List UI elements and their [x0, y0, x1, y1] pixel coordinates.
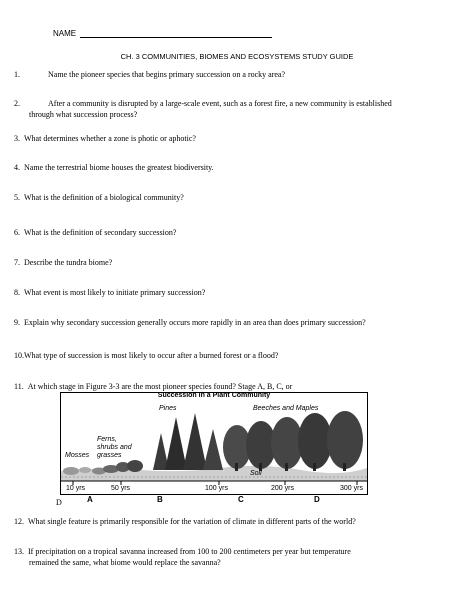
question-4: [14, 162, 214, 173]
rock: [79, 467, 91, 473]
label-ferns-shrubs-grasses: Ferns, shrubs and grasses: [97, 436, 132, 459]
question-7: [14, 257, 112, 268]
tree-trunk: [235, 463, 238, 471]
question-number: 5.: [14, 193, 20, 202]
stage-label-a: A: [87, 495, 93, 504]
question-number: 12.: [14, 517, 24, 526]
question-2-continued: through what succession process?: [29, 110, 138, 119]
shrub: [127, 460, 143, 472]
question-text: Name the terrestrial biome houses the greatest biodiversity.: [24, 163, 214, 172]
stage-label-d: D: [314, 495, 320, 504]
pine-tree: [165, 417, 187, 470]
timeline-label: 300 yrs: [340, 485, 363, 492]
question-text: What is the definition of a biological community?: [24, 193, 184, 202]
name-label: NAME: [53, 29, 77, 38]
label-beeches-maples: Beeches and Maples: [253, 405, 319, 412]
tree-trunk: [343, 463, 346, 471]
question-text: At which stage in Figure 3-3 are the most pioneer species found? Stage A, B, C, or: [27, 382, 293, 391]
question-text: After a community is disrupted by a large-scale event, such as a forest fire, a new community is established: [48, 99, 392, 108]
figure-title: Succession in a Plant Community: [61, 392, 367, 399]
question-text: What is the definition of secondary succession?: [24, 228, 177, 237]
deciduous-tree: [298, 413, 332, 469]
question-13-continued: remained the same, what biome would replace the savanna?: [29, 558, 221, 567]
question-number: 7.: [14, 258, 20, 267]
question-number: 4.: [14, 163, 20, 172]
question-13: [14, 546, 351, 557]
tree-trunk: [313, 463, 316, 471]
question-number: 8.: [14, 288, 20, 297]
stage-label-c: C: [238, 495, 244, 504]
question-number: 2.: [14, 99, 20, 108]
label-pines: Pines: [159, 405, 177, 412]
question-12: [14, 516, 356, 527]
deciduous-tree: [327, 411, 363, 469]
timeline-label: 100 yrs: [205, 485, 228, 492]
question-11: [14, 381, 292, 392]
question-3: [14, 133, 196, 144]
pine-tree: [203, 429, 223, 470]
question-1: [14, 69, 285, 80]
question-2: [14, 98, 392, 109]
timeline-label: 50 yrs: [111, 485, 131, 492]
name-field[interactable]: [80, 37, 272, 38]
question-text: What event is most likely to initiate primary succession?: [24, 288, 206, 297]
question-number: 10.: [14, 351, 24, 360]
question-number: 3.: [14, 134, 20, 143]
label-soil: Soil: [250, 470, 262, 477]
question-number: 11.: [14, 382, 24, 391]
pine-tree: [183, 413, 207, 470]
question-text: Explain why secondary succession generally occurs more rapidly in an area than does primary succession?: [24, 318, 366, 327]
option-d-trailing: D: [56, 498, 62, 507]
question-5: [14, 192, 184, 203]
timeline-label: 10 yrs: [66, 485, 86, 492]
question-text: Name the pioneer species that begins primary succession on a rocky area?: [48, 70, 286, 79]
label-mosses: Mosses: [65, 452, 90, 459]
question-number: 1.: [14, 70, 20, 79]
question-text: What single feature is primarily responsible for the variation of climate in different parts of the world?: [28, 517, 356, 526]
rock: [63, 467, 79, 475]
question-text: Describe the tundra biome?: [24, 258, 113, 267]
question-number: 9.: [14, 318, 20, 327]
question-6: [14, 227, 176, 238]
question-8: [14, 287, 205, 298]
stage-label-b: B: [157, 495, 163, 504]
question-text: If precipitation on a tropical savanna increased from 100 to 200 centimeters per year but temperature: [28, 547, 351, 556]
question-9: [14, 317, 366, 328]
question-10: [14, 350, 278, 361]
tree-trunk: [285, 463, 288, 471]
question-number: 13.: [14, 547, 24, 556]
question-text: What type of succession is most likely to occur after a burned forest or a flood?: [24, 351, 279, 360]
succession-figure: [60, 392, 368, 495]
page-title: CH. 3 COMMUNITIES, BIOMES AND ECOSYSTEMS STUDY GUIDE: [120, 52, 354, 61]
timeline-label: 200 yrs: [271, 485, 294, 492]
question-number: 6.: [14, 228, 20, 237]
question-text: What determines whether a zone is photic or aphotic?: [24, 134, 196, 143]
